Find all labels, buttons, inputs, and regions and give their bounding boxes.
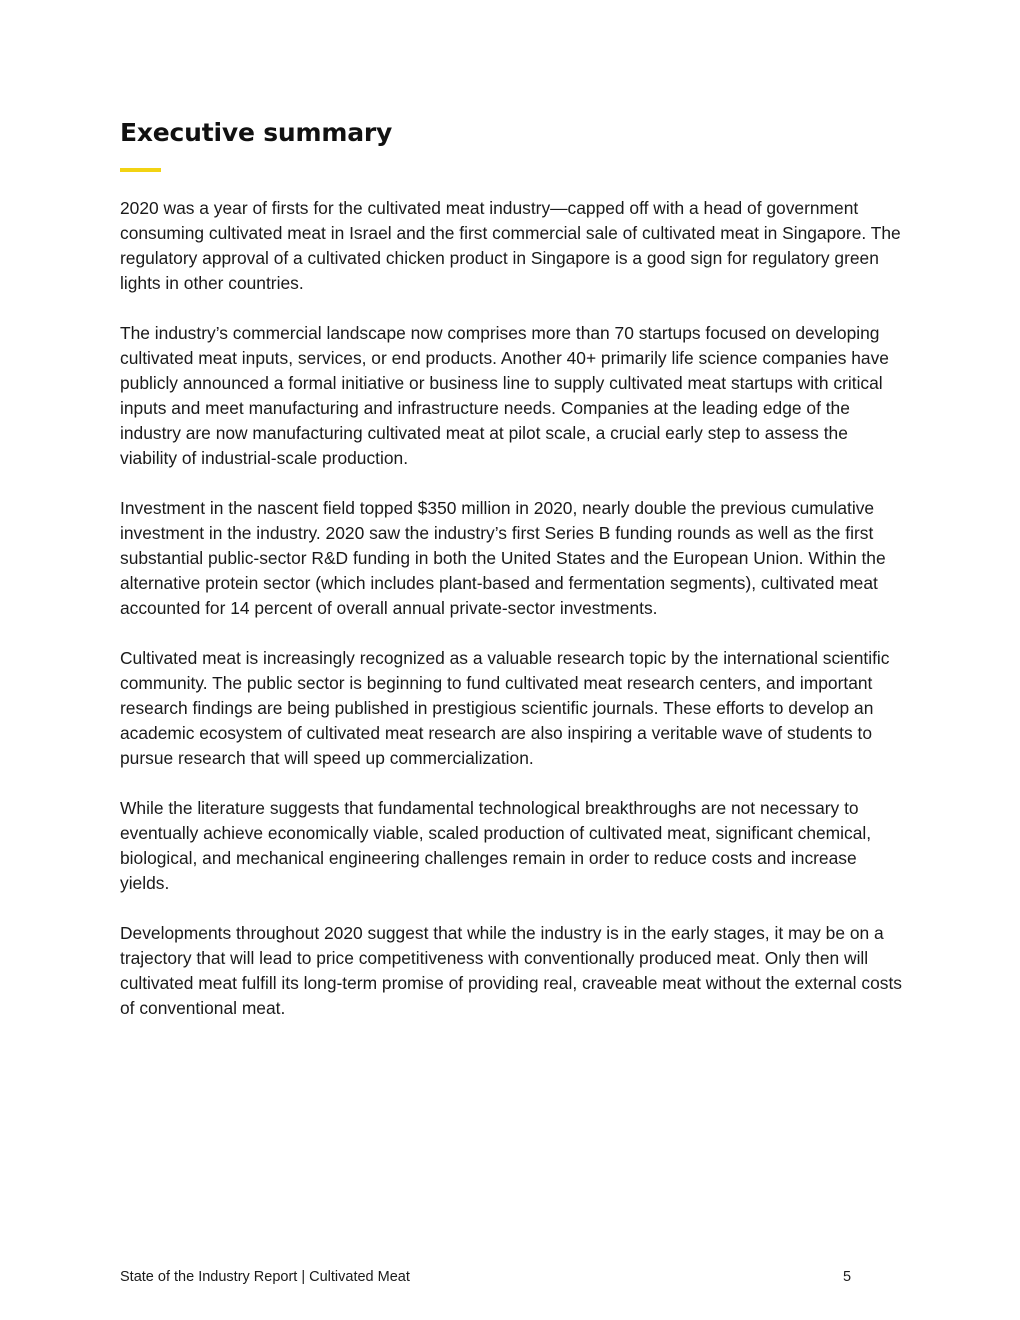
paragraph: Investment in the nascent field topped $350 million in 2020, nearly double the previous cumulative investment in the industry. 2020 saw the industry’s first Series B funding rounds as well as the first substantial public-sector R&D funding in both the United States and the European Union. Within the alternative protein sector (which includes plant-based and fermentation segments), cultivated meat accounted for 14 percent of overall annual private-sector investments.	[120, 498, 886, 618]
body-text	[120, 196, 905, 1046]
page-title: Executive summary	[120, 118, 393, 147]
paragraph: While the literature suggests that fundamental technological breakthroughs are not necessary to eventually achieve economically viable, scaled production of cultivated meat, significant chemical, biological, and mechanical engineering challenges remain in order to reduce costs and increase yields.	[120, 798, 872, 893]
paragraph: Developments throughout 2020 suggest that while the industry is in the early stages, it may be on a trajectory that will lead to price competitiveness with conventionally produced meat. Only then will cultivated meat fulfill its long-term promise of providing real, craveable meat without the external costs of conventional meat.	[120, 923, 902, 1018]
footer-report-title: State of the Industry Report | Cultivated Meat	[120, 1269, 410, 1285]
footer-page-number: 5	[843, 1269, 852, 1285]
paragraph: The industry’s commercial landscape now comprises more than 70 startups focused on developing cultivated meat inputs, services, or end products. Another 40+ primarily life science companies have publicly announced a formal initiative or business line to supply cultivated meat startups with critical inputs and meet manufacturing and infrastructure needs. Companies at the leading edge of the industry are now manufacturing cultivated meat at pilot scale, a crucial early step to assess the viability of industrial-scale production.	[120, 323, 889, 468]
title-underline-accent	[120, 168, 161, 172]
paragraph: Cultivated meat is increasingly recognized as a valuable research topic by the international scientific community. The public sector is beginning to fund cultivated meat research centers, and important research findings are being published in prestigious scientific journals. These efforts to develop an academic ecosystem of cultivated meat research are also inspiring a veritable wave of students to pursue research that will speed up commercialization.	[120, 648, 890, 768]
paragraph: 2020 was a year of firsts for the cultivated meat industry—capped off with a head of government consuming cultivated meat in Israel and the first commercial sale of cultivated meat in Singapore. The regulatory approval of a cultivated chicken product in Singapore is a good sign for regulatory green lights in other countries.	[120, 198, 901, 293]
